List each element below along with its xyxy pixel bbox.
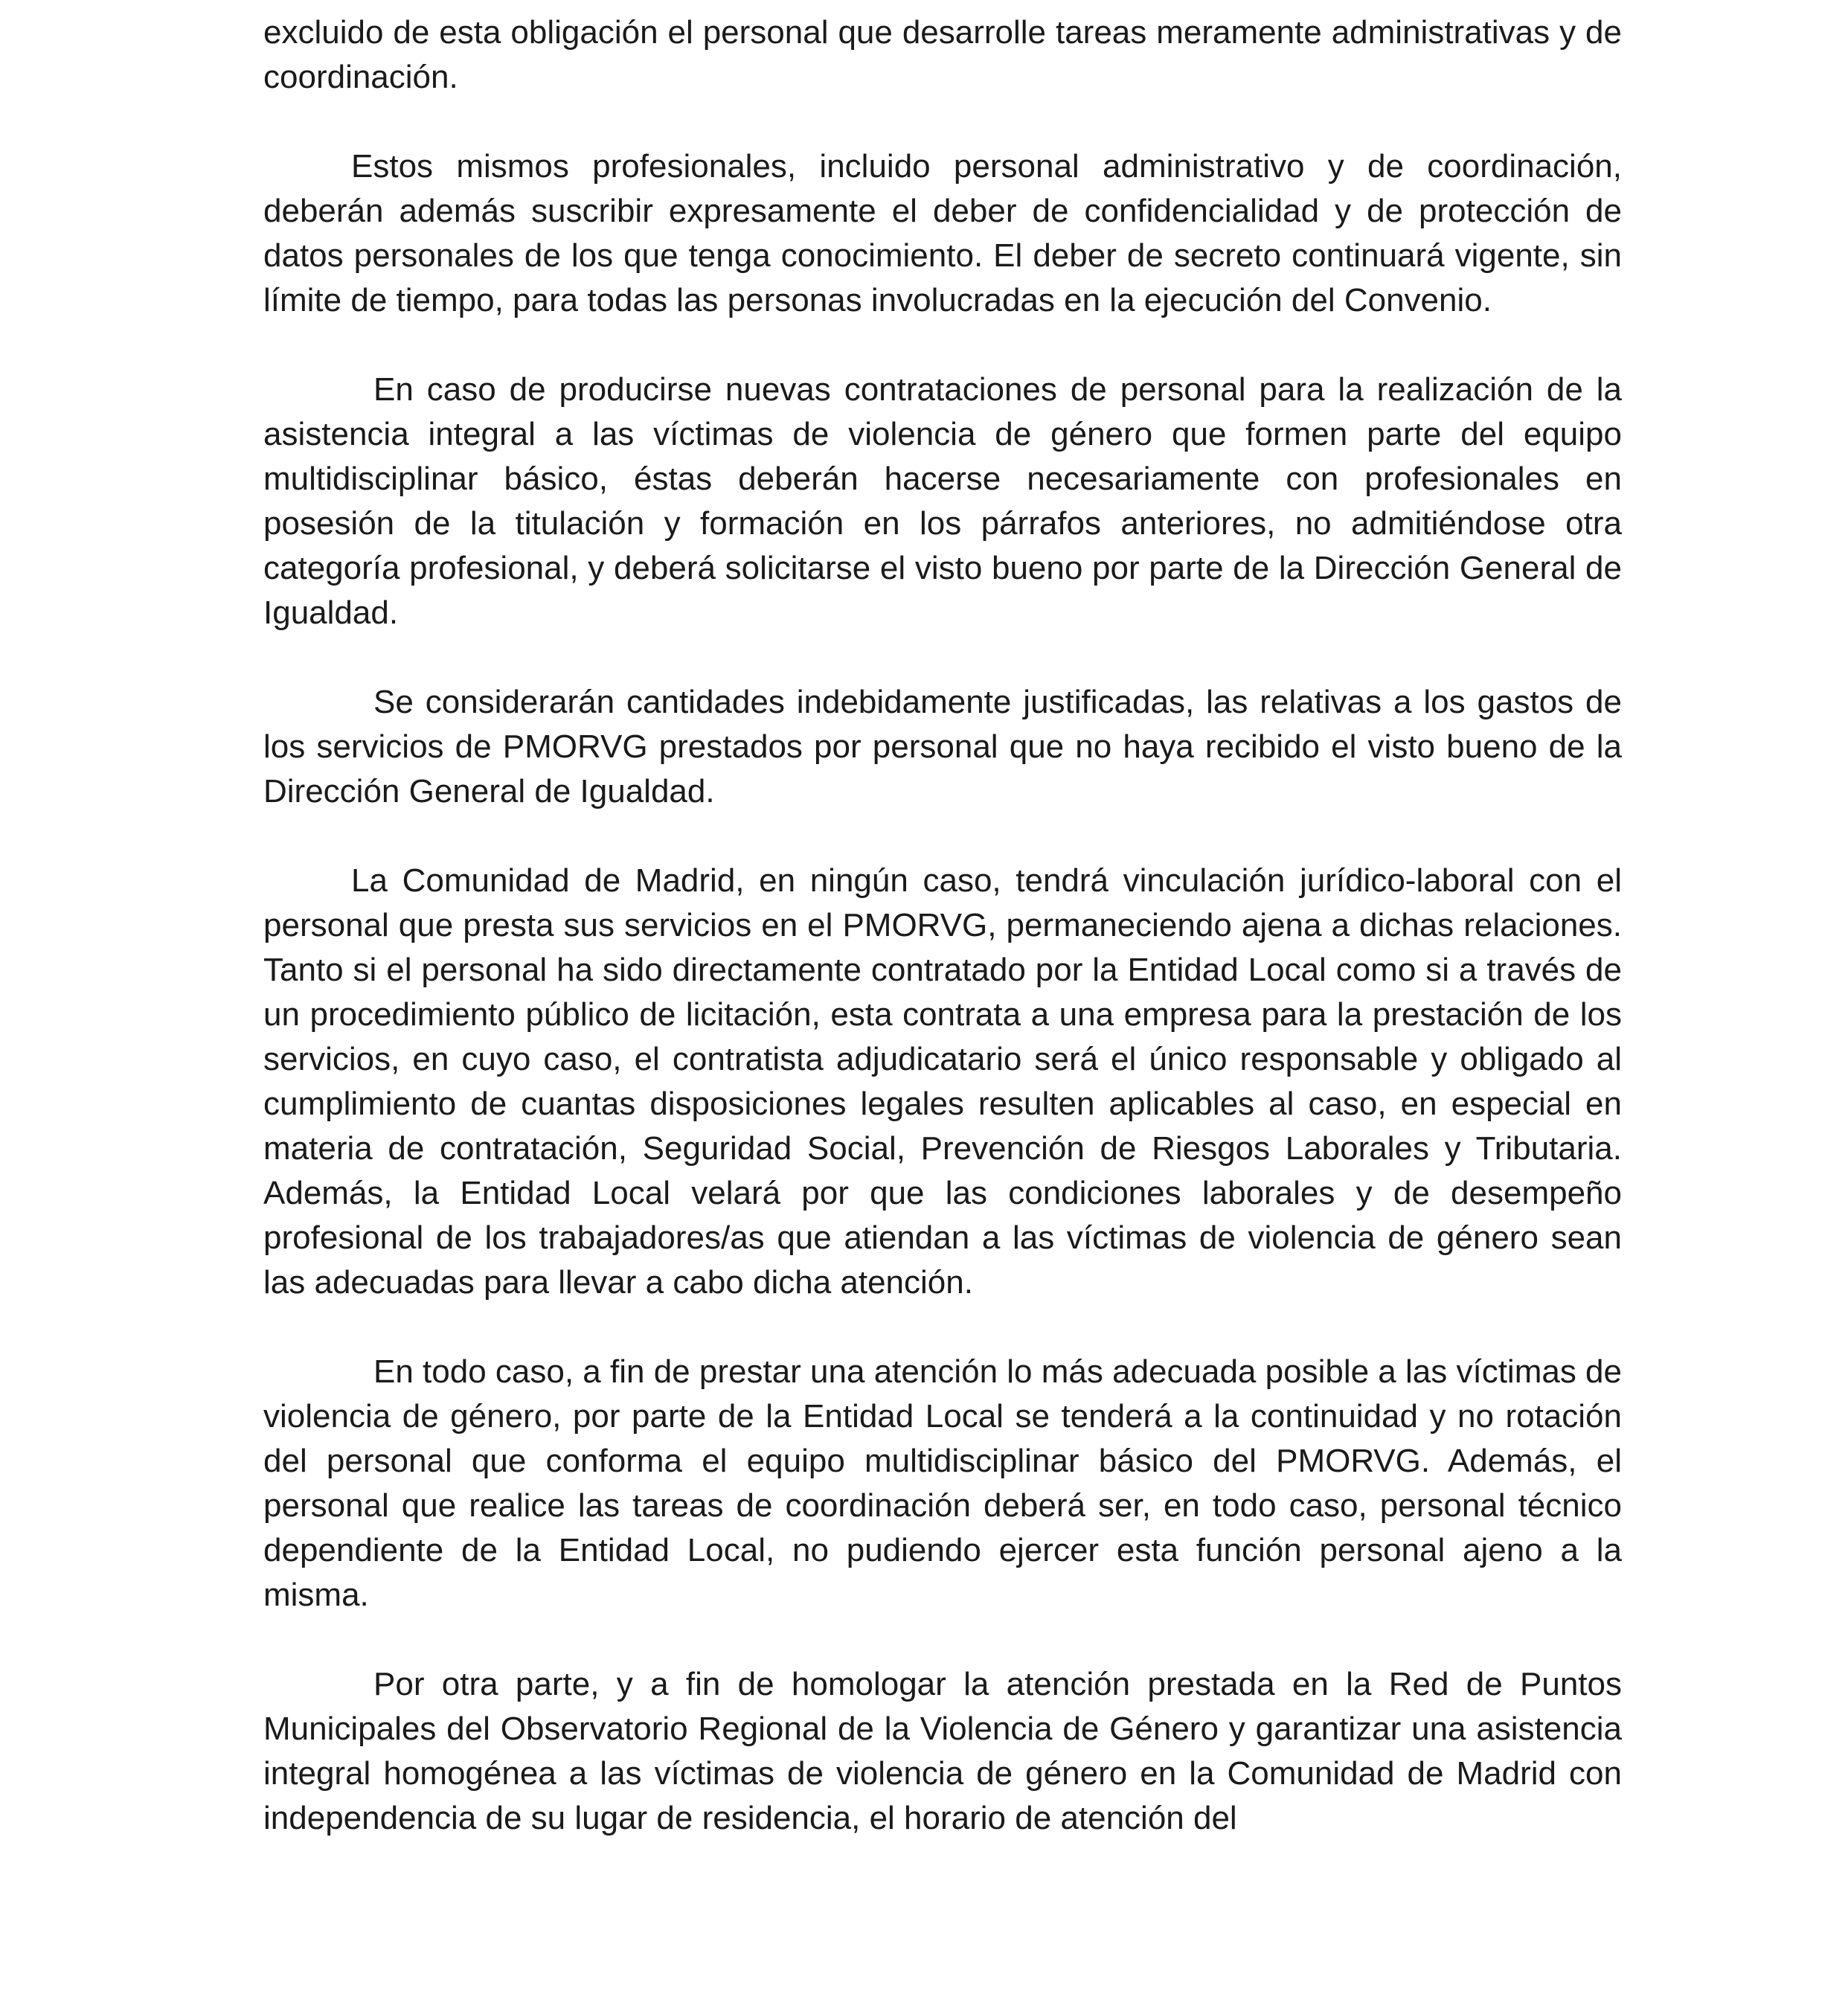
paragraph-unjustified-amounts: Se considerarán cantidades indebidamente justificadas, las relativas a los gastos de los servicios de PMORVG prestados por personal que no haya recibido el visto bueno de la Dirección General de Igualdad.: [263, 684, 1622, 810]
paragraph-obligation-exclusion: excluido de esta obligación el personal que desarrolle tareas meramente administrativas y de coordinación.: [263, 14, 1622, 95]
paragraph-labor-relationship: La Comunidad de Madrid, en ningún caso, tendrá vinculación jurídico-laboral con el personal que presta sus servicios en el PMORVG, permaneciendo ajena a dichas relaciones. Tanto si el personal ha sido directamente contratado por la Entidad Local como si a través de un procedimiento público de licitación, esta contrata a una empresa para la prestación de los servicios, en cuyo caso, el contratista adjudicatario será el único responsable y obligado al cumplimiento de cuantas disposiciones legales resulten aplicables al caso, en especial en materia de contratación, Seguridad Social, Prevención de Riesgos Laborales y Tributaria. Además, la Entidad Local velará por que las condiciones laborales y de desempeño profesional de los trabajadores/as que atiendan a las víctimas de violencia de género sean las adecuadas para llevar a cabo dicha atención.: [263, 862, 1622, 1301]
document-body: [263, 10, 1622, 1841]
paragraph-homogeneous-attention: Por otra parte, y a fin de homologar la atención prestada en la Red de Puntos Municipales del Observatorio Regional de la Violencia de Género y garantizar una asistencia integral homogénea a las víctimas de violencia de género en la Comunidad de Madrid con independencia de su lugar de residencia, el horario de atención del: [263, 1666, 1622, 1836]
paragraph-staff-continuity: En todo caso, a fin de prestar una atención lo más adecuada posible a las víctimas de violencia de género, por parte de la Entidad Local se tenderá a la continuidad y no rotación del personal que conforma el equipo multidisciplinar básico del PMORVG. Además, el personal que realice las tareas de coordinación deberá ser, en todo caso, personal técnico dependiente de la Entidad Local, no pudiendo ejercer esta función personal ajeno a la misma.: [263, 1353, 1622, 1613]
paragraph-confidentiality: Estos mismos profesionales, incluido personal administrativo y de coordinación, deberán además suscribir expresamente el deber de confidencialidad y de protección de datos personales de los que tenga conocimiento. El deber de secreto continuará vigente, sin límite de tiempo, para todas las personas involucradas en la ejecución del Convenio.: [263, 148, 1622, 318]
paragraph-new-hiring: En caso de producirse nuevas contrataciones de personal para la realización de la asistencia integral a las víctimas de violencia de género que formen parte del equipo multidisciplinar básico, éstas deberán hacerse necesariamente con profesionales en posesión de la titulación y formación en los párrafos anteriores, no admitiéndose otra categoría profesional, y deberá solicitarse el visto bueno por parte de la Dirección General de Igualdad.: [263, 371, 1622, 631]
